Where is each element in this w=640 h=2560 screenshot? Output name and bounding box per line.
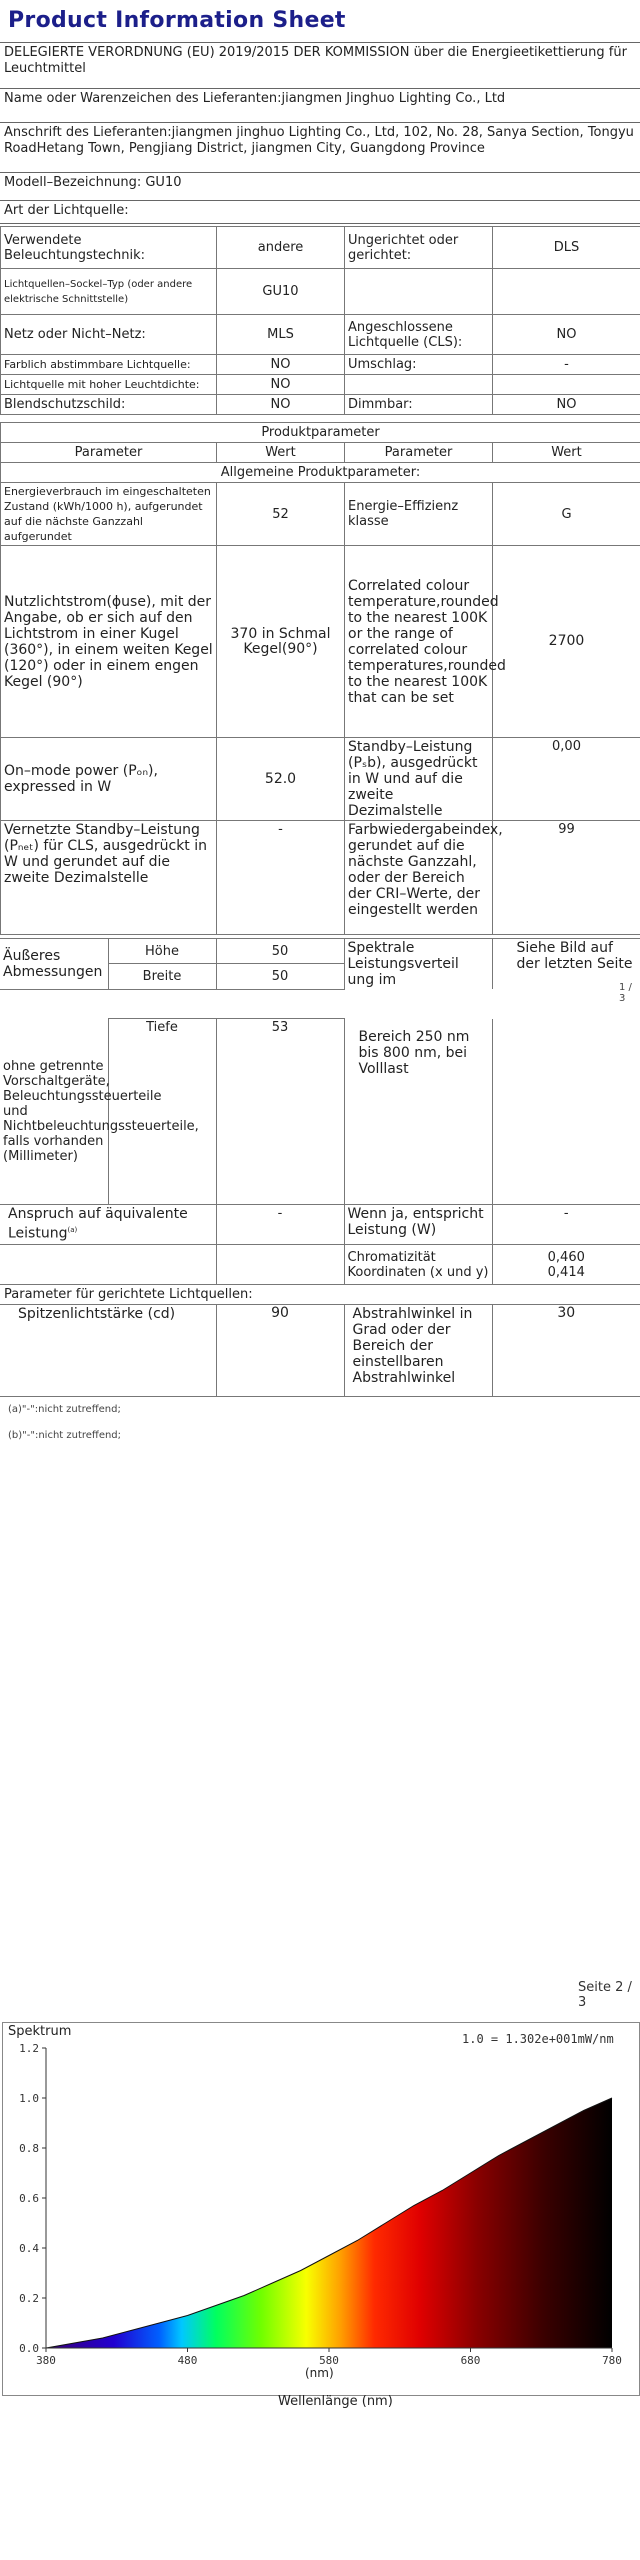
chart-annotation: 1.0 = 1.302e+001mW/nm xyxy=(462,2032,614,2046)
cls-label: Angeschlossene Lichtquelle (CLS): xyxy=(345,315,493,355)
x-axis-label: Wellenlänge (nm) xyxy=(278,2394,393,2409)
equivalent-watt-label: Wenn ja, entspricht Leistung (W) xyxy=(344,1205,492,1245)
mains-label: Netz oder Nicht–Netz: xyxy=(1,315,217,355)
cap-type-empty-c xyxy=(345,269,493,315)
general-params-header: Allgemeine Produktparameter: xyxy=(1,463,640,483)
chroma-empty-b xyxy=(216,1245,344,1285)
dimensions-continued-label: ohne getrennte Vorschaltgeräte, Beleuchtungssteuerteile und Nichtbeleuchtungssteuerteile, falls vorhanden (Millimeter) xyxy=(0,1019,108,1205)
tunable-label: Farblich abstimmbare Lichtquelle: xyxy=(1,355,217,375)
high-luminance-value: NO xyxy=(217,375,345,395)
parameter-table xyxy=(0,422,640,935)
footnote-a: (a)"-":nicht zutreffend; xyxy=(8,1404,121,1415)
cri-value: 99 xyxy=(493,821,640,935)
chromaticity-value xyxy=(492,1245,640,1285)
envelope-label: Umschlag: xyxy=(345,355,493,375)
peak-intensity-label: Spitzenlichtstärke (cd) xyxy=(0,1305,216,1397)
chroma-empty-a xyxy=(0,1245,216,1285)
lighting-tech-label: Verwendete Beleuchtungstechnik: xyxy=(1,227,217,269)
energy-class-value: G xyxy=(493,483,640,546)
equivalent-power-label xyxy=(0,1205,216,1245)
height-label: Höhe xyxy=(108,939,216,964)
chromaticity-x: 0,460 xyxy=(547,1249,585,1265)
width-label: Breite xyxy=(108,964,216,989)
x-axis-unit: (nm) xyxy=(305,2366,334,2380)
spectrum-chart xyxy=(0,2040,640,2410)
x-tick-label: 580 xyxy=(319,2354,339,2367)
dimensions-label: Äußeres Abmessungen xyxy=(0,939,108,990)
height-value: 50 xyxy=(216,939,344,964)
supplier-address: Anschrift des Lieferanten:jiangmen jinghuo Lighting Co., Ltd, 102, No. 28, Sanya Section, Tongyu RoadHetang Town, Pengjiang District, jiangmen City, Guangdong Province xyxy=(0,122,640,170)
mains-value: MLS xyxy=(217,315,345,355)
footnote-b: (b)"-":nicht zutreffend; xyxy=(8,1430,122,1441)
col-param-2: Parameter xyxy=(345,443,493,463)
directional-value: DLS xyxy=(493,227,640,269)
y-tick-label: 0.8 xyxy=(19,2142,39,2155)
high-luminance-empty-d xyxy=(493,375,640,395)
x-tick-label: 380 xyxy=(36,2354,56,2367)
y-tick-label: 0.4 xyxy=(19,2242,39,2255)
net-standby-value: - xyxy=(217,821,345,935)
spectral-label: Spektrale Leistungsverteil ung im xyxy=(344,939,492,990)
spectral-range: Bereich 250 nm bis 800 nm, bei Volllast xyxy=(344,1019,492,1205)
chromaticity-y: 0,414 xyxy=(547,1264,585,1280)
light-source-type: Art der Lichtquelle: xyxy=(0,200,640,224)
beam-angle-value: 30 xyxy=(492,1305,640,1397)
standby-power-label: Standby–Leistung (Pₛb), ausgedrückt in W und auf die zweite Dezimalstelle xyxy=(345,738,493,821)
y-tick-label: 0.6 xyxy=(19,2192,39,2205)
equivalent-power-text: Anspruch auf äquivalente Leistung xyxy=(8,1206,188,1242)
cri-label: Farbwiedergabeindex, gerundet auf die nächste Ganzzahl, oder der Bereich der CRI–Werte, der eingestellt werden xyxy=(345,821,493,935)
cls-value: NO xyxy=(493,315,640,355)
width-value: 50 xyxy=(216,964,344,989)
energy-class-label: Energie–Effizienz klasse xyxy=(345,483,493,546)
spectrum-area xyxy=(46,2098,612,2348)
peak-intensity-value: 90 xyxy=(216,1305,344,1397)
anti-glare-label: Blendschutzschild: xyxy=(1,395,217,415)
col-param-1: Parameter xyxy=(1,443,217,463)
x-tick-label: 480 xyxy=(177,2354,198,2367)
cct-value: 2700 xyxy=(493,546,640,738)
dimmable-label: Dimmbar: xyxy=(345,395,493,415)
anti-glare-value: NO xyxy=(217,395,345,415)
luminous-flux-value: 370 in Schmal Kegel(90°) xyxy=(217,546,345,738)
net-standby-label: Vernetzte Standby–Leistung (Pₙₑₜ) für CLS, ausgedrückt in W und gerundet auf die zweite Dezimalstelle xyxy=(1,821,217,935)
dimmable-value: NO xyxy=(493,395,640,415)
spectral-value: Siehe Bild auf der letzten Seite xyxy=(492,939,640,990)
on-mode-power-label: On–mode power (Pₒₙ), expressed in W xyxy=(1,738,217,821)
beam-angle-label: Abstrahlwinkel in Grad oder der Bereich der einstellbaren Abstrahlwinkel xyxy=(344,1305,492,1397)
regulation-text: DELEGIERTE VERORDNUNG (EU) 2019/2015 DER KOMMISSION über die Energieetikettierung für Leuchtmittel xyxy=(0,42,640,84)
col-value-1: Wert xyxy=(217,443,345,463)
cap-type-value: GU10 xyxy=(217,269,345,315)
spectral-range-empty xyxy=(492,1019,640,1205)
depth-value: 53 xyxy=(216,1019,344,1205)
standby-power-value: 0,00 xyxy=(493,738,640,821)
x-tick-label: 680 xyxy=(460,2354,481,2367)
dimensions-table xyxy=(0,938,640,990)
equivalent-watt-value: - xyxy=(492,1205,640,1245)
chromaticity-label: Chromatizität Koordinaten (x und y) xyxy=(344,1245,492,1285)
directional-label: Ungerichtet oder gerichtet: xyxy=(345,227,493,269)
high-luminance-label: Lichtquelle mit hoher Leuchtdichte: xyxy=(1,375,217,395)
cap-type-label: Lichtquellen–Sockel–Typ (oder andere elektrische Schnittstelle) xyxy=(1,269,217,315)
y-tick-label: 0.2 xyxy=(19,2292,39,2305)
lighting-tech-value: andere xyxy=(217,227,345,269)
energy-consumption-value: 52 xyxy=(217,483,345,546)
model-designation: Modell–Bezeichnung: GU10 xyxy=(0,172,640,198)
energy-consumption-label: Energieverbrauch im eingeschalteten Zustand (kWh/1000 h), aufgerundet auf die nächste Ganzzahl aufgerundet xyxy=(1,483,217,546)
col-value-2: Wert xyxy=(493,443,640,463)
cap-type-empty-d xyxy=(493,269,640,315)
page-number-2-text: Seite 2 / 3 xyxy=(578,1980,632,2010)
page-number-2 xyxy=(578,1980,640,2010)
tunable-value: NO xyxy=(217,355,345,375)
cct-label: Correlated colour temperature,rounded to the nearest 100K or the range of correlated colour temperatures,rounded to the nearest 100K that can be set xyxy=(345,546,493,738)
equivalent-power-footnote-mark: (a) xyxy=(67,1226,78,1234)
directional-params-header: Parameter für gerichtete Lichtquellen: xyxy=(0,1285,640,1305)
envelope-value: - xyxy=(493,355,640,375)
product-params-header: Produktparameter xyxy=(1,423,640,443)
y-tick-label: 1.0 xyxy=(19,2092,39,2105)
x-tick-label: 780 xyxy=(602,2354,622,2367)
depth-label: Tiefe xyxy=(108,1019,216,1205)
high-luminance-empty-c xyxy=(345,375,493,395)
page-number-1: 1 / 3 xyxy=(619,982,632,1004)
page-title: Product Information Sheet xyxy=(8,8,346,33)
on-mode-power-value: 52.0 xyxy=(217,738,345,821)
chart-title: Spektrum xyxy=(8,2024,72,2039)
dimensions-continued-table xyxy=(0,1018,640,1397)
supplier-name: Name oder Warenzeichen des Lieferanten:jiangmen Jinghuo Lighting Co., Ltd xyxy=(0,88,640,118)
equivalent-power-value: - xyxy=(216,1205,344,1245)
y-tick-label: 0.0 xyxy=(19,2342,39,2355)
luminous-flux-label: Nutzlichtstrom(ɸuse), mit der Angabe, ob er sich auf den Lichtstrom in einer Kugel (360°), in einem weiten Kegel (120°) oder in einem engen Kegel (90°) xyxy=(1,546,217,738)
technical-table xyxy=(0,226,640,415)
y-tick-label: 1.2 xyxy=(19,2042,39,2055)
